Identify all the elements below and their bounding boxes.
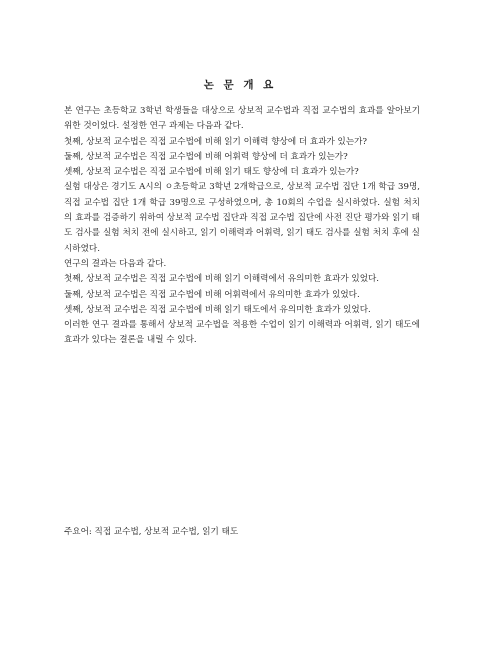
abstract-title: 논 문 개 요 xyxy=(203,79,277,91)
abstract-body xyxy=(64,104,420,349)
paragraph-method: 실험 대상은 경기도 A시의 ㅇ초등학교 3학년 2개학급으로, 상보적 교수법 집단 1개 학급 39명, 직접 교수법 집단 1개 학급 39명으로 구성하였으며, 총 10회의 수업을 실시하였다. 실험 처치의 효과를 검증하기 위하여 상보적 교수법 집단과 직접 교수법 집단에 사전 진단 평가와 읽기 태도 검사를 실험 처치 전에 실시하고, 읽기 이해력과 어휘력, 읽기 태도 검사를 실험 처치 후에 실시하였다. xyxy=(64,182,420,254)
paragraph-question-1: 첫째, 상보적 교수법은 직접 교수법에 비해 읽기 이해력 향상에 더 효과가 있는가? xyxy=(64,136,368,147)
paragraph-intro: 본 연구는 초등학교 3학년 학생들을 대상으로 상보적 교수법과 직접 교수법의 효과를 알아보기 위한 것이었다. 설정한 연구 과제는 다음과 같다. xyxy=(64,106,420,132)
paragraph-result-3: 셋째, 상보적 교수법은 직접 교수법에 비해 읽기 태도에서 유의미한 효과가 있었다. xyxy=(64,304,371,315)
paragraph-result-2: 둘째, 상보적 교수법은 직접 교수법에 비해 어휘력에서 유의미한 효과가 있었다. xyxy=(64,289,360,300)
paragraph-conclusion: 이러한 연구 결과를 통해서 상보적 교수법을 적용한 수업이 읽기 이해력과 어휘력, 읽기 태도에 효과가 있다는 결론을 내릴 수 있다. xyxy=(64,320,420,346)
paragraph-results-intro: 연구의 결과는 다음과 같다. xyxy=(64,258,167,269)
paragraph-question-3: 셋째, 상보적 교수법은 직접 교수법에 비해 읽기 태도 향상에 더 효과가 있는가? xyxy=(64,167,359,178)
keywords: 주요어: 직접 교수법, 상보적 교수법, 읽기 태도 xyxy=(64,527,239,537)
paragraph-result-1: 첫째, 상보적 교수법은 직접 교수법에 비해 읽기 이해력에서 유의미한 효과가 있었다. xyxy=(64,274,380,285)
paragraph-question-2: 둘째, 상보적 교수법은 직접 교수법에 비해 어휘력 향상에 더 효과가 있는가? xyxy=(64,151,348,162)
